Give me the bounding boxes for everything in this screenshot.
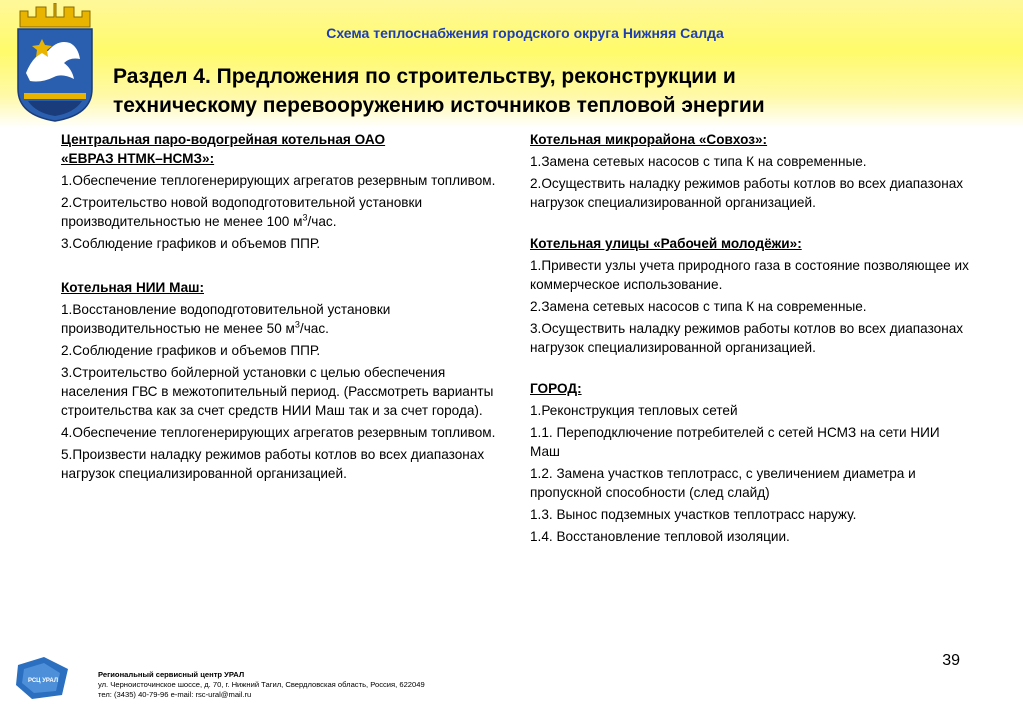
page-title (113, 62, 993, 120)
list-item-text: /час. (299, 321, 329, 336)
list-item: 5.Произвести наладку режимов работы котлов во всех диапазонах нагрузок специализированной организацией. (61, 447, 485, 481)
list-item: 3.Осуществить наладку режимов работы котлов во всех диапазонах нагрузок специализированной организацией. (530, 321, 964, 355)
list-item: 2.Осуществить наладку режимов работы котлов во всех диапазонах нагрузок специализированной организацией. (530, 176, 964, 210)
block-heading: Котельная микрорайона «Совхоз»: (530, 132, 768, 147)
block-heading (61, 130, 501, 168)
block-heading: Котельная НИИ Маш: (61, 280, 204, 295)
list-item: 4.Обеспечение теплогенерирующих агрегатов резервным топливом. (61, 425, 496, 440)
list-item: 1.Обеспечение теплогенерирующих агрегатов резервным топливом. (61, 173, 496, 188)
list-item: 1.1. Переподключение потребителей с сетей НСМЗ на сети НИИ Маш (530, 425, 940, 459)
heading-line: «ЕВРАЗ НТМК–НСМЗ»: (61, 151, 215, 166)
list-item: 1.Реконструкция тепловых сетей (530, 403, 738, 418)
page-title-line2: техническому перевооружению источников тепловой энергии (113, 94, 765, 117)
list-item: 2.Замена сетевых насосов с типа К на современные. (530, 299, 867, 314)
header-title: Схема теплоснабжения городского округа Нижняя Салда (326, 25, 724, 41)
list-item (61, 193, 501, 231)
heading-line: Центральная паро-водогрейная котельная ОАО (61, 132, 386, 147)
spacer (530, 360, 970, 379)
list-item: 1.Привести узлы учета природного газа в состояние позволяющее их коммерческое использование. (530, 258, 969, 292)
list-item: 1.3. Вынос подземных участков теплотрасс наружу. (530, 507, 857, 522)
spacer (530, 215, 970, 234)
superscript: 3 (302, 212, 308, 223)
spacer (61, 256, 501, 278)
footer-contacts: тел: (3435) 40-79-96 e-mail: rsc-ural@mail.ru (98, 690, 252, 699)
page-title-line1: Раздел 4. Предложения по строительству, реконструкции и (113, 65, 736, 88)
list-item-text: /час. (307, 214, 337, 229)
list-item: 3.Соблюдение графиков и объемов ППР. (61, 236, 321, 251)
left-column (61, 130, 501, 486)
list-item: 1.4. Восстановление тепловой изоляции. (530, 529, 790, 544)
page-number: 39 (942, 652, 960, 669)
block-heading: Котельная улицы «Рабочей молодёжи»: (530, 236, 802, 251)
right-column (530, 130, 970, 549)
footer (98, 670, 425, 700)
list-item (61, 300, 501, 338)
svg-text:РСЦ УРАЛ: РСЦ УРАЛ (27, 678, 59, 684)
block-heading: ГОРОД: (530, 381, 582, 396)
list-item: 3.Строительство бойлерной установки с целью обеспечения населения ГВС в межотопительный период. (Рассмотреть варианты строительства как за счет средств НИИ Маш так и за счет города). (61, 365, 494, 418)
list-item: 1.Замена сетевых насосов с типа К на современные. (530, 154, 867, 169)
superscript: 3 (294, 319, 300, 330)
coat-of-arms-icon (14, 3, 96, 123)
list-item: 2.Соблюдение графиков и объемов ППР. (61, 343, 321, 358)
list-item-text: 1.Восстановление водоподготовительной установки производительностью не менее 50 м (61, 302, 391, 336)
footer-address: ул. Черноисточинское шоссе, д. 70, г. Нижний Тагил, Свердловская область, Россия, 622049 (98, 680, 425, 689)
rsc-ural-logo-icon (14, 655, 72, 701)
footer-org: Региональный сервисный центр УРАЛ (98, 670, 245, 679)
list-item-text: 2.Строительство новой водоподготовительной установки производительностью не менее 100 м (61, 195, 423, 229)
list-item: 1.2. Замена участков теплотрасс, с увеличением диаметра и пропускной способности (след слайд) (530, 466, 916, 500)
